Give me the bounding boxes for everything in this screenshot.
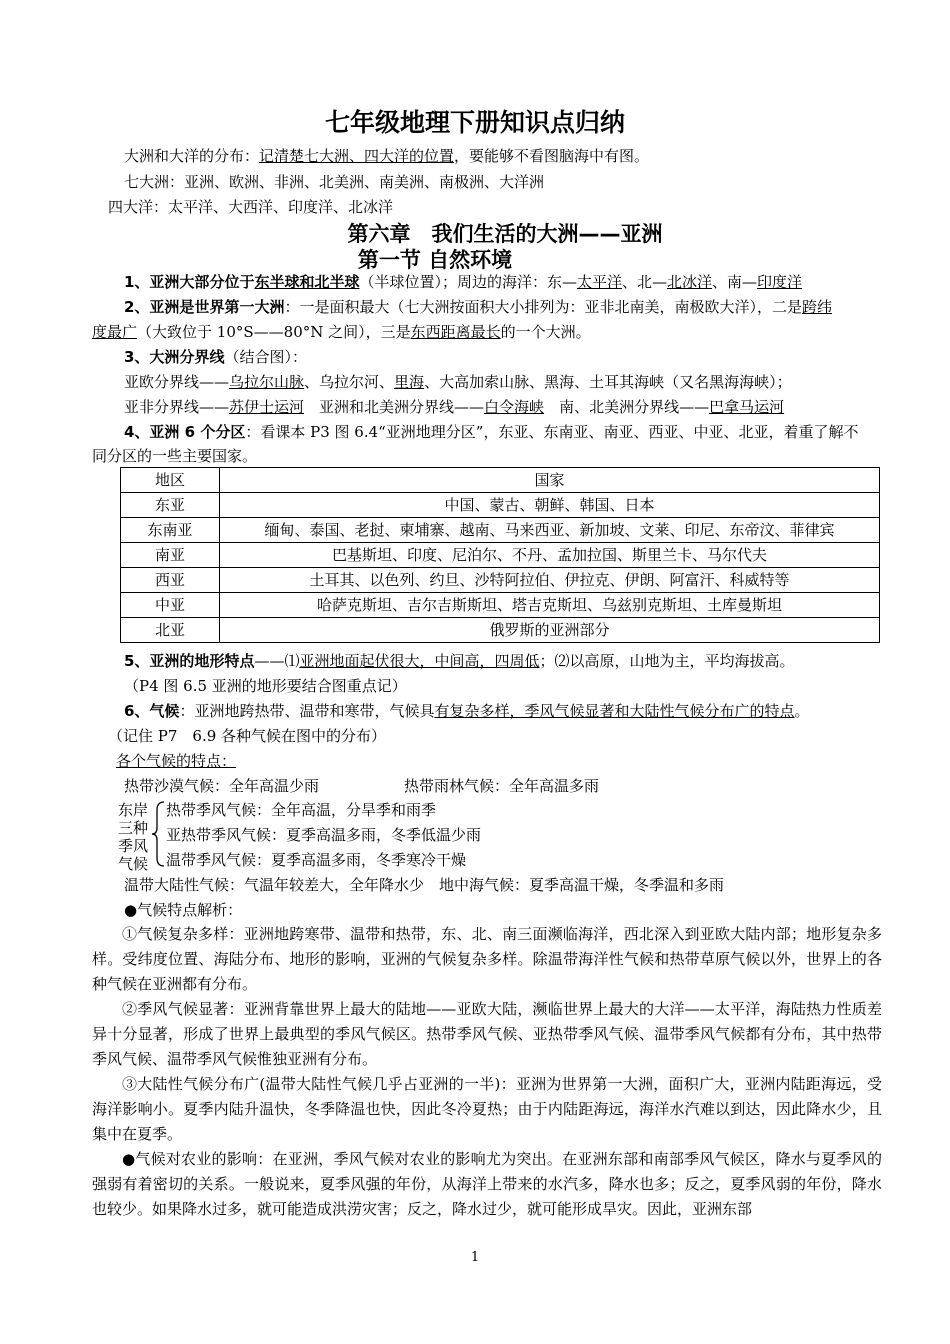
label-line: 三种 — [117, 819, 148, 837]
ocean-north: 北冰洋 — [667, 273, 713, 291]
point-2-label: 2、亚洲是世界第一大洲 — [124, 298, 285, 316]
analysis-paragraph-3: ③大陆性气候分布广(温带大陆性气候几乎占亚洲的一半)：亚洲为世界第一大洲，面积广大，亚洲内陆距海远，受海洋影响小。夏季内陆升温快，冬季降温也快，因此冬冷夏热；由于内陆距海远，海洋水汽难以到达，因此降水少，且集中在夏季。 — [92, 1075, 882, 1143]
table-cell-region: 南亚 — [121, 543, 220, 568]
intro-text-end: ，要能够不看图脑海中有图。 — [454, 147, 650, 165]
point-2-text: ：一是面积最大（七大洲按面积大小排列为：亚非北南美，南极欧大洋），二是 — [284, 298, 802, 316]
point-6-line-2: （记住 P7 6.9 各种气候在图中的分布） — [108, 727, 387, 745]
point-5-text-2: ；⑵以高原，山地为主，平均海拔高。 — [539, 652, 795, 670]
table-cell-countries: 俄罗斯的亚洲部分 — [220, 618, 880, 643]
climate-temperate-monsoon: 温带季风气候：夏季高温多雨，冬季寒冷干燥 — [166, 851, 467, 869]
intro-line-2: 七大洲：亚洲、欧洲、非洲、北美洲、南美洲、南极洲、大洋洲 — [124, 173, 545, 191]
point-5-line-1 — [124, 651, 795, 671]
point-2-underline-a: 跨纬 — [801, 298, 832, 316]
table-cell-countries: 巴基斯坦、印度、尼泊尔、不丹、孟加拉国、斯里兰卡、马尔代夫 — [220, 543, 880, 568]
point-3-label: 3、大洲分界线 — [124, 348, 225, 366]
chapter-heading: 第六章 我们生活的大洲——亚洲 — [347, 222, 663, 246]
point-2-underline-c: 东西距离最长 — [410, 323, 501, 341]
table-cell-region: 东南亚 — [121, 518, 220, 543]
label-line: 气候 — [117, 855, 148, 873]
analysis-heading: ●气候特点解析： — [124, 901, 243, 919]
east-coast-monsoon-label — [115, 801, 151, 873]
point-6-text-2: 。 — [794, 702, 810, 720]
point-5-text: ——⑴ — [254, 652, 300, 670]
table-row — [121, 593, 880, 618]
climate-continental-mediterranean: 温带大陆性气候：气温年较差大，全年降水少 地中海气候：夏季高温干燥，冬季温和多雨 — [124, 876, 725, 894]
climate-heading: 各个气候的特点： — [116, 752, 237, 770]
boundary-text-3: 南、北美洲分界线—— — [544, 398, 710, 416]
climate-tropical-monsoon: 热带季风气候：全年高温，分旱季和雨季 — [166, 801, 437, 819]
point-5-label: 5、亚洲的地形特点 — [124, 652, 255, 670]
point-3-text: （结合图）： — [224, 348, 307, 366]
table-row — [121, 518, 880, 543]
table-cell-countries: 哈萨克斯坦、吉尔吉斯斯坦、塔吉克斯坦、乌兹别克斯坦、土库曼斯坦 — [220, 593, 880, 618]
point-2-line-1 — [124, 297, 832, 317]
intro-line-3: 四大洋：太平洋、大西洋、印度洋、北冰洋 — [108, 198, 394, 216]
bering-strait: 白令海峡 — [484, 398, 545, 416]
table-row — [121, 493, 880, 518]
boundary-text-2: 、乌拉尔河、 — [304, 373, 395, 391]
point-4-line-2: 同分区的一些主要国家。 — [92, 447, 258, 465]
point-6-line-1 — [124, 701, 809, 721]
suez-canal: 苏伊士运河 — [229, 398, 305, 416]
table-header-row — [121, 468, 880, 493]
point-5-line-2: （P4 图 6.5 亚洲的地形要结合图重点记） — [124, 677, 407, 695]
point-1-text-3: 、南— — [712, 273, 758, 291]
point-2-line-2 — [92, 322, 591, 342]
panama-canal: 巴拿马运河 — [709, 398, 785, 416]
table-cell-region: 东亚 — [121, 493, 220, 518]
point-1-text-2: 、北— — [622, 273, 668, 291]
label-line: 东岸 — [117, 801, 148, 819]
point-1 — [124, 272, 802, 292]
table-row — [121, 568, 880, 593]
ocean-east: 太平洋 — [576, 273, 622, 291]
table-cell-region: 北亚 — [121, 618, 220, 643]
point-1-key: 东半球和北半球 — [254, 273, 360, 291]
intro-underlined: 记清楚七大洲、四大洋的位置 — [259, 147, 455, 165]
table-row — [121, 543, 880, 568]
page-number: 1 — [470, 1250, 480, 1265]
point-2-underline-b: 度最广 — [92, 323, 138, 341]
caspian-sea: 里海 — [394, 373, 425, 391]
intro-text: 大洲和大洋的分布： — [124, 147, 260, 165]
point-6-underlined: 有复杂多样，季风气候显著和大陆性气候分布广的特点 — [434, 702, 795, 720]
climate-rainforest: 热带雨林气候：全年高温多雨 — [404, 777, 600, 795]
table-header: 国家 — [220, 468, 880, 493]
table-cell-region: 中亚 — [121, 593, 220, 618]
point-4-label: 4、亚洲 6 个分区 — [124, 423, 246, 441]
intro-line-1 — [124, 146, 649, 166]
boundary-text: 亚非分界线—— — [124, 398, 230, 416]
page-title: 七年级地理下册知识点归纳 — [324, 108, 625, 137]
ural-mountains: 乌拉尔山脉 — [229, 373, 305, 391]
table-row — [121, 618, 880, 643]
climate-desert: 热带沙漠气候：全年高温少雨 — [124, 777, 320, 795]
label-line: 季风 — [117, 837, 148, 855]
point-5-underlined: 亚洲地面起伏很大，中间高，四周低 — [299, 652, 540, 670]
regions-table — [120, 467, 880, 643]
point-4-line-1 — [124, 422, 858, 442]
point-2-text-3: 的一个大洲。 — [500, 323, 591, 341]
point-4-text: ：看课本 P3 图 6.4“亚洲地理分区”，东亚、东南亚、南亚、西亚、中亚、北亚，着重了解不 — [245, 423, 859, 441]
section-heading: 第一节 自然环境 — [357, 248, 513, 272]
analysis-paragraph-2: ②季风气候显著：亚洲背靠世界上最大的陆地——亚欧大陆，濒临世界上最大的大洋——太平洋，海陆热力性质差异十分显著，形成了世界上最典型的季风气候区。热带季风气候、亚热带季风气候、温带季风气候都有分布，其中热带季风气候、温带季风气候惟独亚洲有分布。 — [92, 1000, 882, 1068]
table-cell-countries: 缅甸、泰国、老挝、柬埔寨、越南、马来西亚、新加坡、文莱、印尼、东帝汶、菲律宾 — [220, 518, 880, 543]
analysis-paragraph-4: ●气候对农业的影响：在亚洲，季风气候对农业的影响尤为突出。在亚洲东部和南部季风气候区，降水与夏季风的强弱有着密切的关系。一般说来，夏季风强的年份，从海洋上带来的水汽多，降水也多；反之，夏季风弱的年份，降水也较少。如果降水过多，就可能造成洪涝灾害；反之，降水过少，就可能形成旱灾。因此，亚洲东部 — [92, 1150, 882, 1218]
table-header: 地区 — [121, 468, 220, 493]
boundary-text-2: 亚洲和北美洲分界线—— — [304, 398, 485, 416]
ocean-south: 印度洋 — [757, 273, 803, 291]
point-1-label: 1、亚洲大部分位于 — [124, 273, 255, 291]
table-cell-region: 西亚 — [121, 568, 220, 593]
table-cell-countries: 中国、蒙古、朝鲜、韩国、日本 — [220, 493, 880, 518]
point-1-text: （半球位置）；周边的海洋：东— — [359, 273, 577, 291]
boundary-text: 亚欧分界线—— — [124, 373, 230, 391]
point-3 — [124, 347, 307, 367]
boundary-asia-africa — [124, 397, 784, 417]
climate-subtropical-monsoon: 亚热带季风气候：夏季高温多雨，冬季低温少雨 — [166, 826, 482, 844]
point-2-text-2: （大致位于 10°S——80°N 之间），三是 — [137, 323, 411, 341]
boundary-text-3: 、大高加索山脉、黑海、土耳其海峡（又名黑海海峡）； — [424, 373, 792, 391]
table-cell-countries: 土耳其、以色列、约旦、沙特阿拉伯、伊拉克、伊朗、阿富汗、科威特等 — [220, 568, 880, 593]
point-6-text: ：亚洲地跨热带、温带和寒带，气候具 — [179, 702, 435, 720]
point-6-label: 6、气候 — [124, 702, 180, 720]
boundary-asia-europe — [124, 372, 792, 392]
analysis-paragraph-1: ①气候复杂多样：亚洲地跨寒带、温带和热带，东、北、南三面濒临海洋，西北深入到亚欧大陆内部；地形复杂多样。受纬度位置、海陆分布、地形的影响，亚洲的气候复杂多样。除温带海洋性气候和热带草原气候以外，世界上的各种气候在亚洲都有分布。 — [92, 925, 882, 993]
